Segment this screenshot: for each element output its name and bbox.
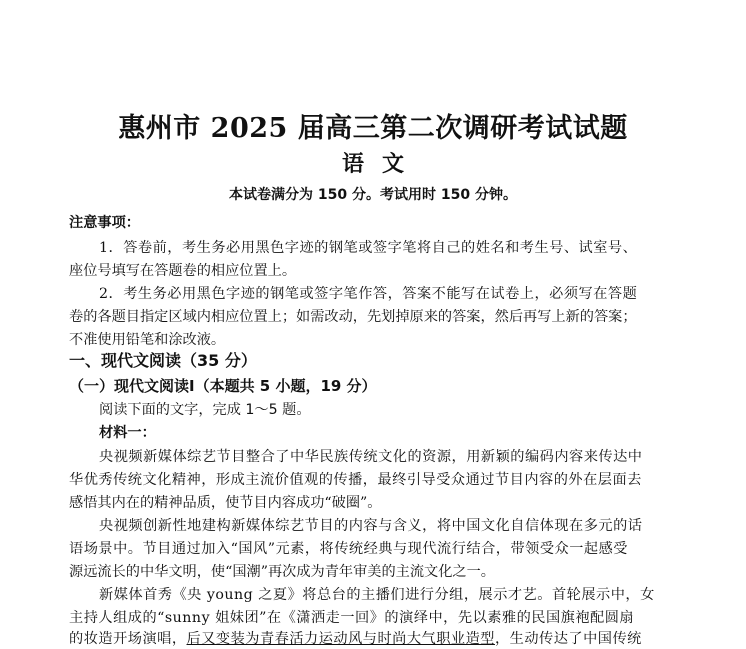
notice-heading: 注意事项： (69, 215, 140, 231)
paragraph-2-line-3: 源远流长的中华文明，使“国潮”再次成为青年审美的主流文化之一。 (69, 564, 495, 580)
reading-instruction: 阅读下面的文字，完成 1～5 题。 (99, 402, 311, 418)
section-1-sub-heading: （一）现代文阅读Ⅰ（本题共 5 小题，19 分） (69, 377, 377, 395)
notice-item-2-line-2: 卷的各题目指定区域内相应位置上；如需改动，先划掉原来的答案，然后再写上新的答案； (69, 309, 637, 325)
paragraph-2-line-2: 语场景中。节目通过加入“国风”元素，将传统经典与现代流行结合，带领受众一起感受 (69, 541, 628, 557)
material-label: 材料一： (99, 425, 156, 441)
notice-item-1-line-2: 座位号填写在答题卷的相应位置上。 (69, 263, 297, 279)
paragraph-3-line-2: 主持人组成的“sunny 姐妹团”在《潇洒走一回》的演绎中，先以素雅的民国旗袍配圆扇 (69, 610, 635, 626)
paragraph-3-line-3-start: 的妆造开场演唱， (69, 631, 187, 647)
paragraph-3-line-3 (69, 629, 642, 649)
exam-title: 惠州市 2025 届高三第二次调研考试试题 (118, 113, 628, 144)
paragraph-1-line-1: 央视频新媒体综艺节目整合了中华民族传统文化的资源，用新颖的编码内容来传达中 (99, 449, 643, 465)
section-1-heading: 一、现代文阅读（35 分） (69, 351, 257, 370)
paragraph-1-line-2: 华优秀传统文化精神，形成主流价值观的传播，最终引导受众通过节目内容的外在层面去 (69, 472, 642, 488)
paragraph-3-line-1: 新媒体首秀《央 young 之夏》将总台的主播们进行分组，展示才艺。首轮展示中，女 (99, 587, 655, 603)
notice-item-1-line-1: 1．答卷前，考生务必用黑色字迹的钢笔或签字笔将自己的姓名和考生号、试室号、 (99, 240, 638, 256)
paragraph-1-line-3: 感悟其内在的精神品质，使节目内容成功“破圈”。 (69, 495, 382, 511)
notice-item-2-line-3: 不准使用铅笔和涂改液。 (69, 332, 226, 348)
paragraph-3-line-3-end: ，生动传达了中国传统 (494, 631, 642, 647)
exam-info: 本试卷满分为 150 分。考试用时 150 分钟。 (229, 187, 517, 203)
underlined-phrase: 后又变装为青春活力运动风与时尚大气职业造型 (186, 631, 495, 647)
paragraph-2-line-1: 央视频创新性地建构新媒体综艺节目的内容与含义，将中国文化自信体现在多元的话 (99, 518, 643, 534)
notice-item-2-line-1: 2．考生务必用黑色字迹的钢笔或签字笔作答，答案不能写在试卷上，必须写在答题 (99, 286, 638, 302)
subject-title: 语文 (341, 151, 422, 177)
